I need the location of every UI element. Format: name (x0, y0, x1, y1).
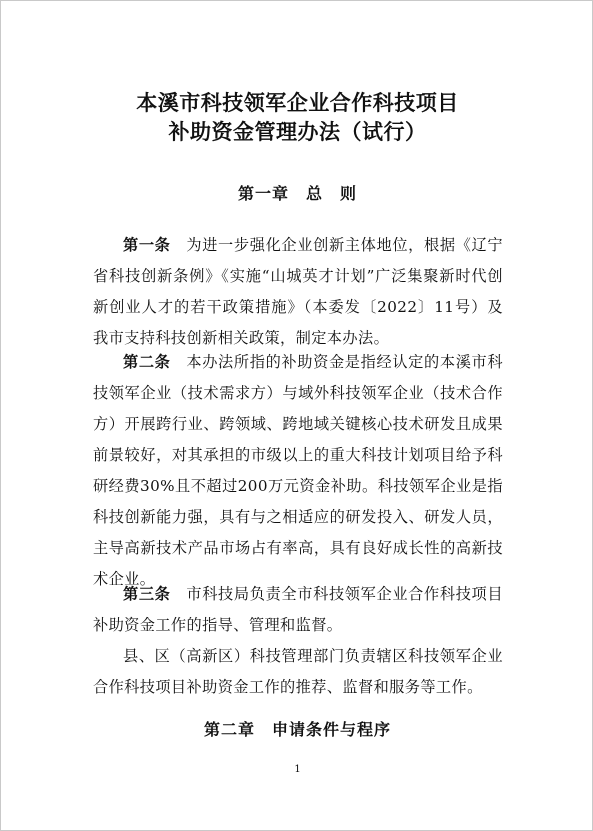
document-title-line-2: 补助资金管理办法（试行） (168, 119, 427, 144)
article-3 (93, 579, 503, 641)
article-1-label: 第一条 (123, 236, 171, 254)
article-3-continuation: 县、区（高新区）科技管理部门负责辖区科技领军企业合作科技项目补助资金工作的推荐、监督和服务等工作。 (93, 647, 503, 696)
article-1 (93, 230, 503, 354)
article-3-text: 市科技局负责全市科技领军企业合作科技项目补助资金工作的指导、管理和监督。 (93, 585, 503, 634)
chapter-heading-1: 第一章 总 则 (237, 184, 357, 203)
page-number: 1 (294, 764, 301, 775)
document-title-line-1: 本溪市科技领军企业合作科技项目 (136, 90, 459, 115)
article-2-label: 第二条 (123, 353, 171, 371)
article-3-label: 第三条 (123, 585, 171, 603)
article-2 (93, 347, 503, 595)
article-1-text: 为进一步强化企业创新主体地位，根据《辽宁省科技创新条例》《实施“山城英才计划”广泛集聚新时代创新创业人才的若干政策措施》（本委发〔2022〕11号）及我市支持科技创新相关政策，制定本办法。 (93, 236, 503, 347)
chapter-heading-2: 第二章 申请条件与程序 (203, 720, 391, 739)
article-2-text: 本办法所指的补助资金是指经认定的本溪市科技领军企业（技术需求方）与域外科技领军企业（技术合作方）开展跨行业、跨领域、跨地域关键核心技术研发且成果前景较好，对其承担的市级以上的重大科技计划项目给予科研经费30%且不超过200万元资金补助。科技领军企业是指科技创新能力强，具有与之相适应的研发投入、研发人员，主导高新技术产品市场占有率高，具有良好成长性的高新技术企业。 (93, 353, 503, 588)
